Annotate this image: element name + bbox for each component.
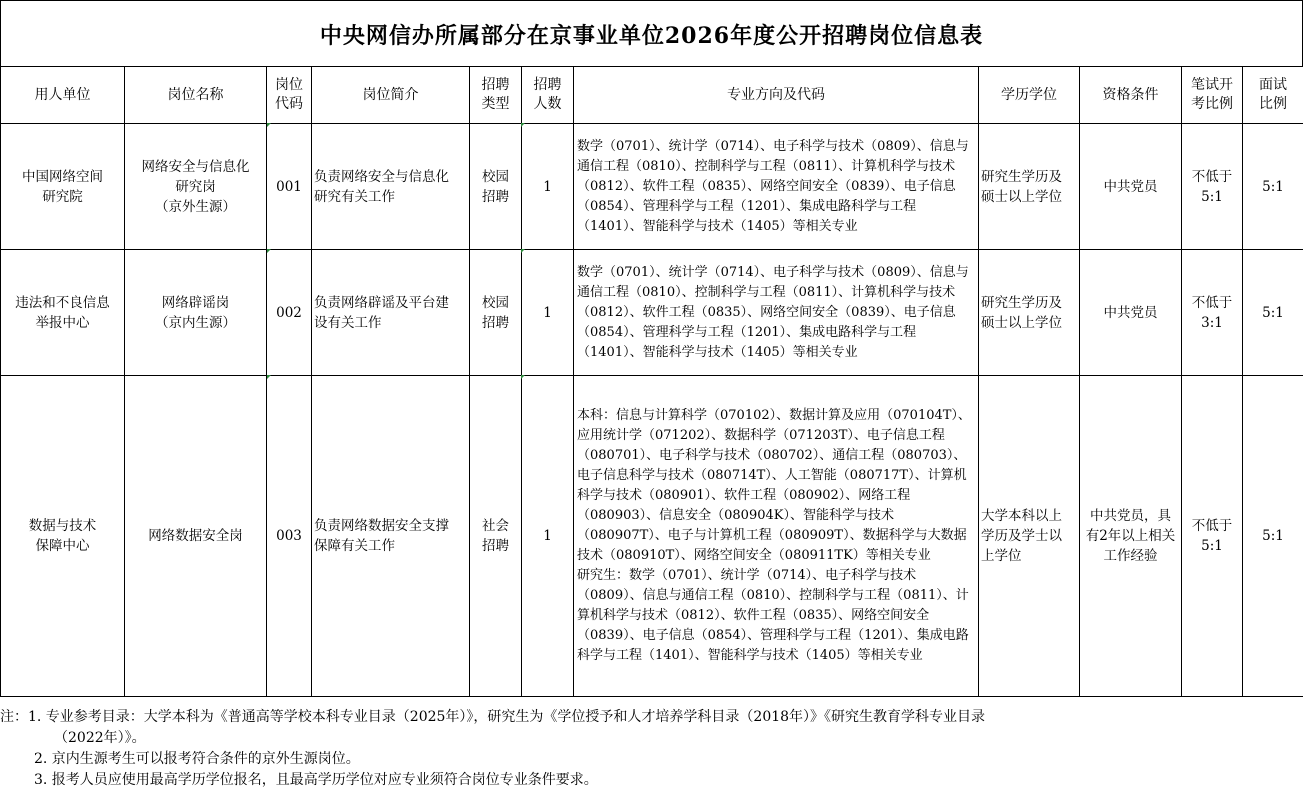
cell-type: 校园 招聘	[470, 124, 522, 250]
cell-marker	[521, 123, 525, 127]
cell-type: 校园 招聘	[470, 250, 522, 376]
cell-count: 1	[522, 250, 574, 376]
cell-interview-ratio: 5:1	[1243, 124, 1303, 250]
cell-code: 003	[267, 376, 312, 697]
cell-written-ratio: 不低于 5:1	[1182, 376, 1243, 697]
note-1-cont: （2022年）》。	[0, 728, 1303, 749]
cell-unit: 违法和不良信息 举报中心	[1, 250, 125, 376]
table-header-row	[1, 67, 1303, 124]
header-written-ratio: 笔试开 考比例	[1182, 67, 1243, 124]
cell-major: 数学（0701）、统计学（0714）、电子科学与技术（0809）、信息与通信工程（0810）、控制科学与工程（0811）、计算机科学与技术（0812）、软件工程（0835）、网络空间安全（0839）、电子信息（0854）、管理科学与工程（1201）、集成电路科学与工程（1401）、智能科学与技术（1405）等相关专业	[574, 124, 979, 250]
cell-type: 社会 招聘	[470, 376, 522, 697]
header-qualification: 资格条件	[1080, 67, 1182, 124]
cell-unit: 数据与技术 保障中心	[1, 376, 125, 697]
cell-marker	[521, 375, 525, 379]
header-count: 招聘 人数	[522, 67, 574, 124]
note-3: 3. 报考人员应使用最高学历学位报名，且最高学历学位对应专业须符合岗位专业条件要求。	[0, 770, 1303, 791]
table-row	[1, 124, 1303, 250]
cell-marker	[267, 123, 271, 127]
cell-written-ratio: 不低于 3:1	[1182, 250, 1243, 376]
cell-code: 002	[267, 250, 312, 376]
recruitment-table	[0, 66, 1303, 697]
cell-degree: 研究生学历及 硕士以上学位	[979, 124, 1080, 250]
major-grad: 研究生：数学（0701）、统计学（0714）、电子科学与技术（0809）、信息与通信工程（0810）、控制科学与工程（0811）、计算机科学与技术（0812）、软件工程（0835）、网络空间安全（0839）、电子信息（0854）、管理科学与工程（1201）、集成电路科学与工程（1401）、智能科学与技术（1405）等相关专业	[577, 566, 975, 666]
cell-intro: 负责网络数据安全支撑 保障有关工作	[312, 376, 470, 697]
cell-written-ratio: 不低于 5:1	[1182, 124, 1243, 250]
cell-interview-ratio: 5:1	[1243, 250, 1303, 376]
header-major: 专业方向及代码	[574, 67, 979, 124]
cell-position: 网络辟谣岗 （京内生源）	[125, 250, 267, 376]
cell-interview-ratio: 5:1	[1243, 376, 1303, 697]
cell-position: 网络安全与信息化 研究岗 （京外生源）	[125, 124, 267, 250]
cell-intro: 负责网络辟谣及平台建 设有关工作	[312, 250, 470, 376]
cell-unit: 中国网络空间 研究院	[1, 124, 125, 250]
cell-qualification: 中共党员，具 有2年以上相关 工作经验	[1080, 376, 1182, 697]
cell-position: 网络数据安全岗	[125, 376, 267, 697]
cell-code: 001	[267, 124, 312, 250]
cell-intro: 负责网络安全与信息化 研究有关工作	[312, 124, 470, 250]
cell-marker	[521, 249, 525, 253]
table-row	[1, 250, 1303, 376]
cell-degree: 大学本科以上 学历及学士以 上学位	[979, 376, 1080, 697]
cell-count: 1	[522, 124, 574, 250]
header-interview-ratio: 面试 比例	[1243, 67, 1303, 124]
header-unit: 用人单位	[1, 67, 125, 124]
cell-degree: 研究生学历及 硕士以上学位	[979, 250, 1080, 376]
major-undergrad: 本科：信息与计算科学（070102）、数据计算及应用（070104T）、应用统计学（071202）、数据科学（071203T）、电子信息工程（080701）、电子科学与技术（080702）、通信工程（080703）、电子信息科学与技术（080714T）、人工智能（080717T）、计算机科学与技术（080901）、软件工程（080902）、网络工程（080903）、信息安全（080904K）、智能科学与技术（080907T）、电子与计算机工程（080909T）、数据科学与大数据技术（080910T）、网络空间安全（080911TK）等相关专业	[577, 406, 975, 566]
page-title: 中央网信办所属部分在京事业单位2026年度公开招聘岗位信息表	[320, 19, 983, 50]
cell-count: 1	[522, 376, 574, 697]
cell-marker	[267, 249, 271, 253]
header-intro: 岗位简介	[312, 67, 470, 124]
notes	[0, 707, 1303, 791]
header-degree: 学历学位	[979, 67, 1080, 124]
note-1: 注：1. 专业参考目录：大学本科为《普通高等学校本科专业目录（2025年）》，研究生为《学位授予和人才培养学科目录（2018年）》《研究生教育学科专业目录	[0, 707, 1303, 728]
cell-major: 数学（0701）、统计学（0714）、电子科学与技术（0809）、信息与通信工程（0810）、控制科学与工程（0811）、计算机科学与技术（0812）、软件工程（0835）、网络空间安全（0839）、电子信息（0854）、管理科学与工程（1201）、集成电路科学与工程（1401）、智能科学与技术（1405）等相关专业	[574, 250, 979, 376]
table-row	[1, 376, 1303, 697]
header-position: 岗位名称	[125, 67, 267, 124]
header-code: 岗位 代码	[267, 67, 312, 124]
note-2: 2. 京内生源考生可以报考符合条件的京外生源岗位。	[0, 749, 1303, 770]
header-type: 招聘 类型	[470, 67, 522, 124]
cell-qualification: 中共党员	[1080, 250, 1182, 376]
cell-qualification: 中共党员	[1080, 124, 1182, 250]
title-bar	[0, 0, 1303, 67]
cell-major	[574, 376, 979, 697]
cell-marker	[267, 375, 271, 379]
